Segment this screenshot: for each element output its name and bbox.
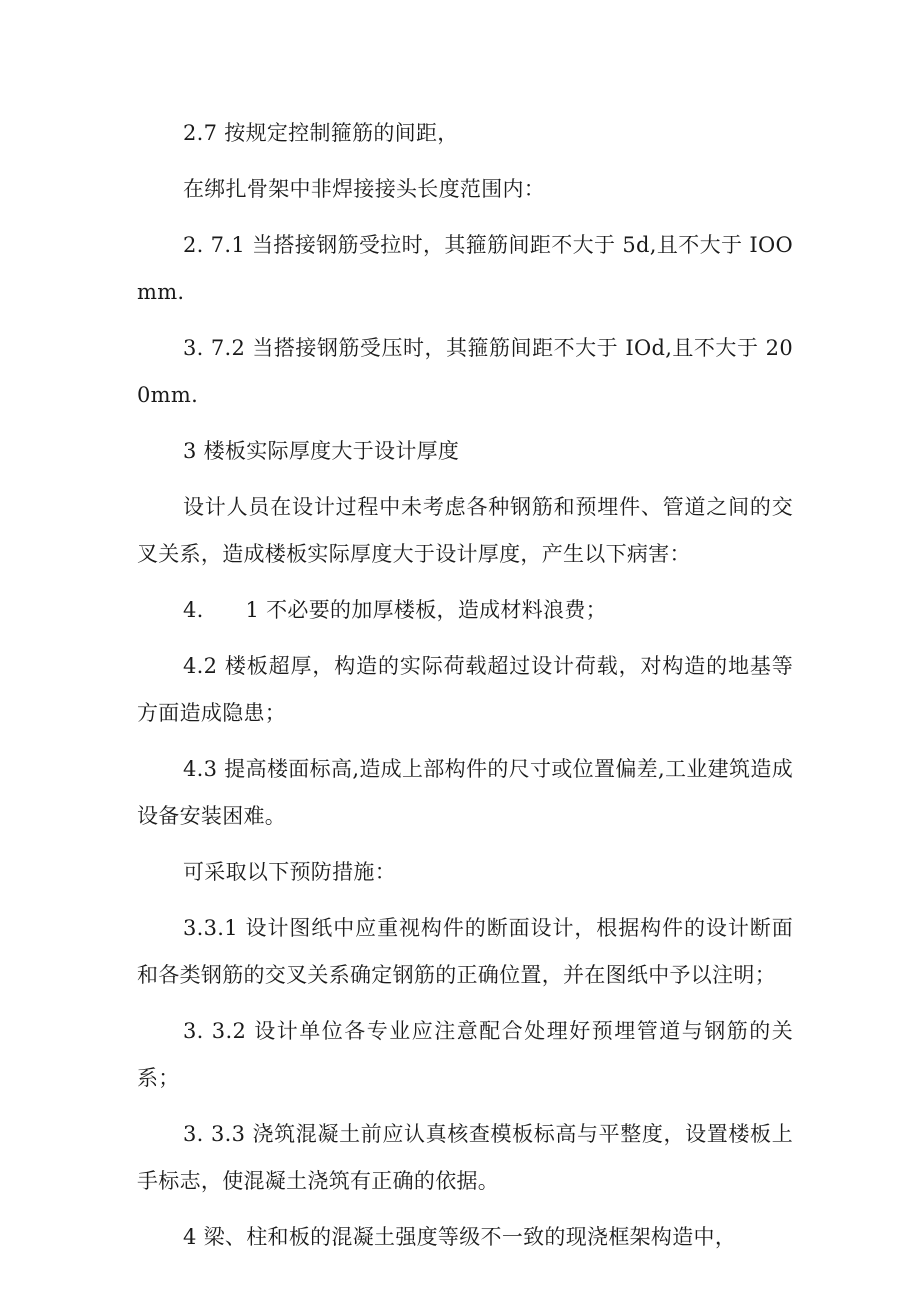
paragraph-3-7-2: 3. 7.2 当搭接钢筋受压时，其箍筋间距不大于 IOd,且不大于 200mm. (137, 336, 793, 407)
paragraph-binding-scope: 在绑扎骨架中非焊接接头长度范围内： (183, 177, 546, 201)
paragraph-prevention-intro: 可采取以下预防措施： (183, 860, 396, 884)
paragraph-4-1: 4. 1 不必要的加厚楼板，造成材料浪费； (183, 598, 607, 622)
paragraph-3-3-2: 3. 3.2 设计单位各专业应注意配合处理好预埋管道与钢筋的关系； (137, 1019, 793, 1090)
paragraph-4-concrete-grade: 4 梁、柱和板的混凝土强度等级不一致的现浇框架构造中， (183, 1225, 737, 1249)
document-body (137, 110, 793, 1261)
paragraph-4-3: 4.3 提高楼面标高,造成上部构件的尺寸或位置偏差,工业建筑造成设备安装困难。 (137, 757, 793, 828)
section-heading-slab-thickness: 3 楼板实际厚度大于设计厚度 (183, 439, 460, 463)
paragraph-design-issue: 设计人员在设计过程中未考虑各种钢筋和预埋件、管道之间的交叉关系，造成楼板实际厚度大于设计厚度，产生以下病害： (137, 495, 793, 566)
paragraph-2-7: 2.7 按规定控制箍筋的间距， (183, 121, 459, 145)
paragraph-3-3-1: 3.3.1 设计图纸中应重视构件的断面设计，根据构件的设计断面和各类钢筋的交叉关系确定钢筋的正确位置，并在图纸中予以注明； (137, 916, 793, 987)
paragraph-4-2: 4.2 楼板超厚，构造的实际荷载超过设计荷载，对构造的地基等方面造成隐患； (137, 654, 793, 725)
paragraph-2-7-1: 2. 7.1 当搭接钢筋受拉时，其箍筋间距不大于 5d,且不大于 IOOmm. (137, 233, 793, 304)
paragraph-3-3-3: 3. 3.3 浇筑混凝土前应认真核查模板标高与平整度，设置楼板上手标志，使混凝土浇筑有正确的依据。 (137, 1122, 793, 1193)
